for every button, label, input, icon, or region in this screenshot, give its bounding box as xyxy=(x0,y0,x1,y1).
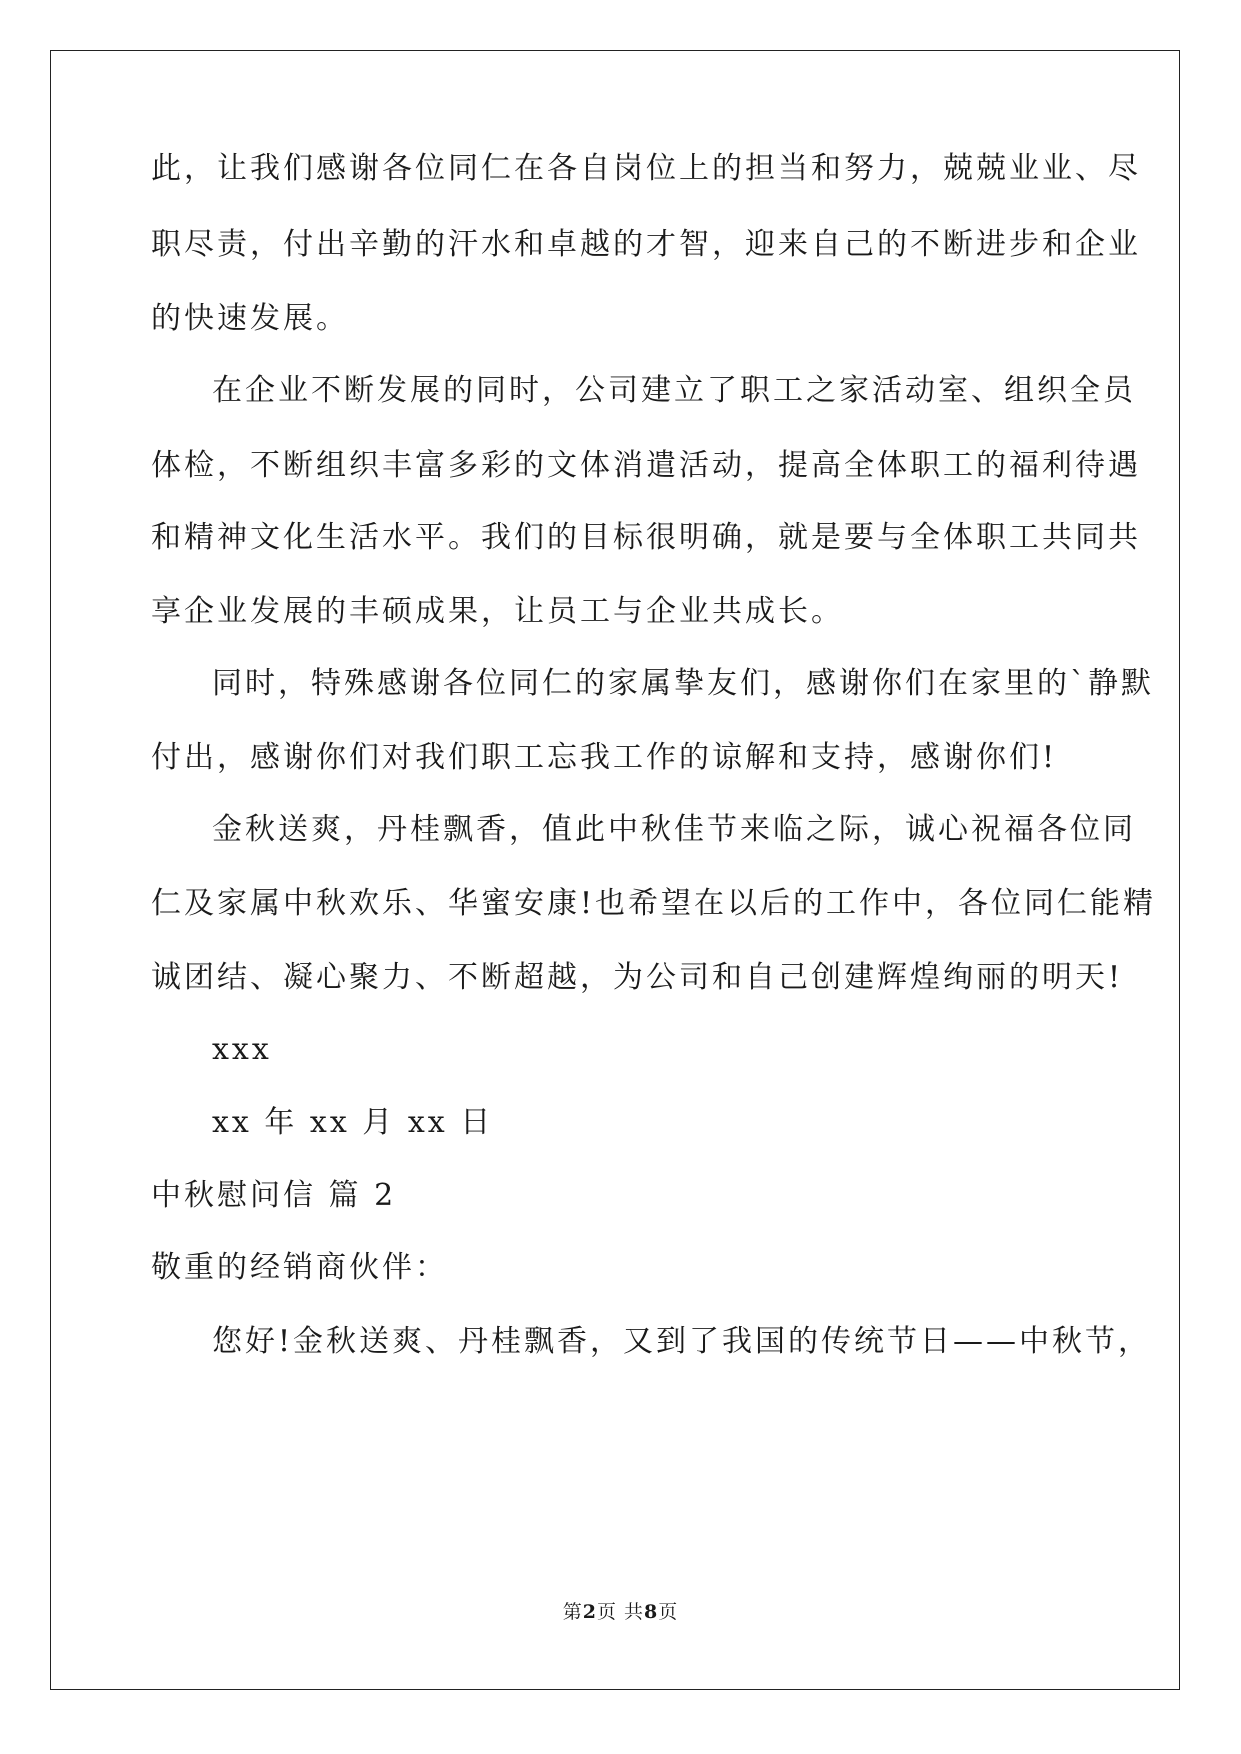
body-line: 和精神文化生活水平。我们的目标很明确，就是要与全体职工共同共 xyxy=(151,520,1141,555)
body-line: 此，让我们感谢各位同仁在各自岗位上的担当和努力，兢兢业业、尽 xyxy=(151,151,1141,186)
body-line: 享企业发展的丰硕成果，让员工与企业共成长。 xyxy=(151,594,844,629)
body-line: 同时，特殊感谢各位同仁的家属挚友们，感谢你们在家里的`静默 xyxy=(212,666,1154,701)
page-footer xyxy=(0,1597,1241,1624)
footer-mid: 页 共 xyxy=(596,1601,645,1623)
body-line: 您好!金秋送爽、丹桂飘香，又到了我国的传统节日——中秋节， xyxy=(212,1324,1152,1359)
body-line: 仁及家属中秋欢乐、华蜜安康!也希望在以后的工作中，各位同仁能精 xyxy=(151,886,1157,921)
body-line: 金秋送爽，丹桂飘香，值此中秋佳节来临之际，诚心祝福各位同 xyxy=(212,812,1136,847)
body-line: 的快速发展。 xyxy=(151,301,349,336)
footer-suffix: 页 xyxy=(658,1601,679,1623)
footer-prefix: 第 xyxy=(562,1601,583,1623)
body-line: 诚团结、凝心聚力、不断超越，为公司和自己创建辉煌绚丽的明天! xyxy=(151,960,1124,995)
signature: xxx xyxy=(212,1032,272,1067)
date: xx 年 xx 月 xx 日 xyxy=(212,1105,494,1140)
body-line: 付出，感谢你们对我们职工忘我工作的谅解和支持，感谢你们! xyxy=(151,740,1058,775)
body-line: 在企业不断发展的同时，公司建立了职工之家活动室、组织全员 xyxy=(212,373,1136,408)
page-number: 2 xyxy=(582,1601,597,1623)
body-line: 体检，不断组织丰富多彩的文体消遣活动，提高全体职工的福利待遇 xyxy=(151,448,1141,483)
salutation: 敬重的经销商伙伴： xyxy=(151,1250,448,1285)
body-line: 职尽责，付出辛勤的汗水和卓越的才智，迎来自己的不断进步和企业 xyxy=(151,227,1141,262)
total-pages: 8 xyxy=(644,1601,659,1623)
section-title: 中秋慰问信 篇 2 xyxy=(151,1178,397,1213)
page-border xyxy=(50,50,1180,1690)
